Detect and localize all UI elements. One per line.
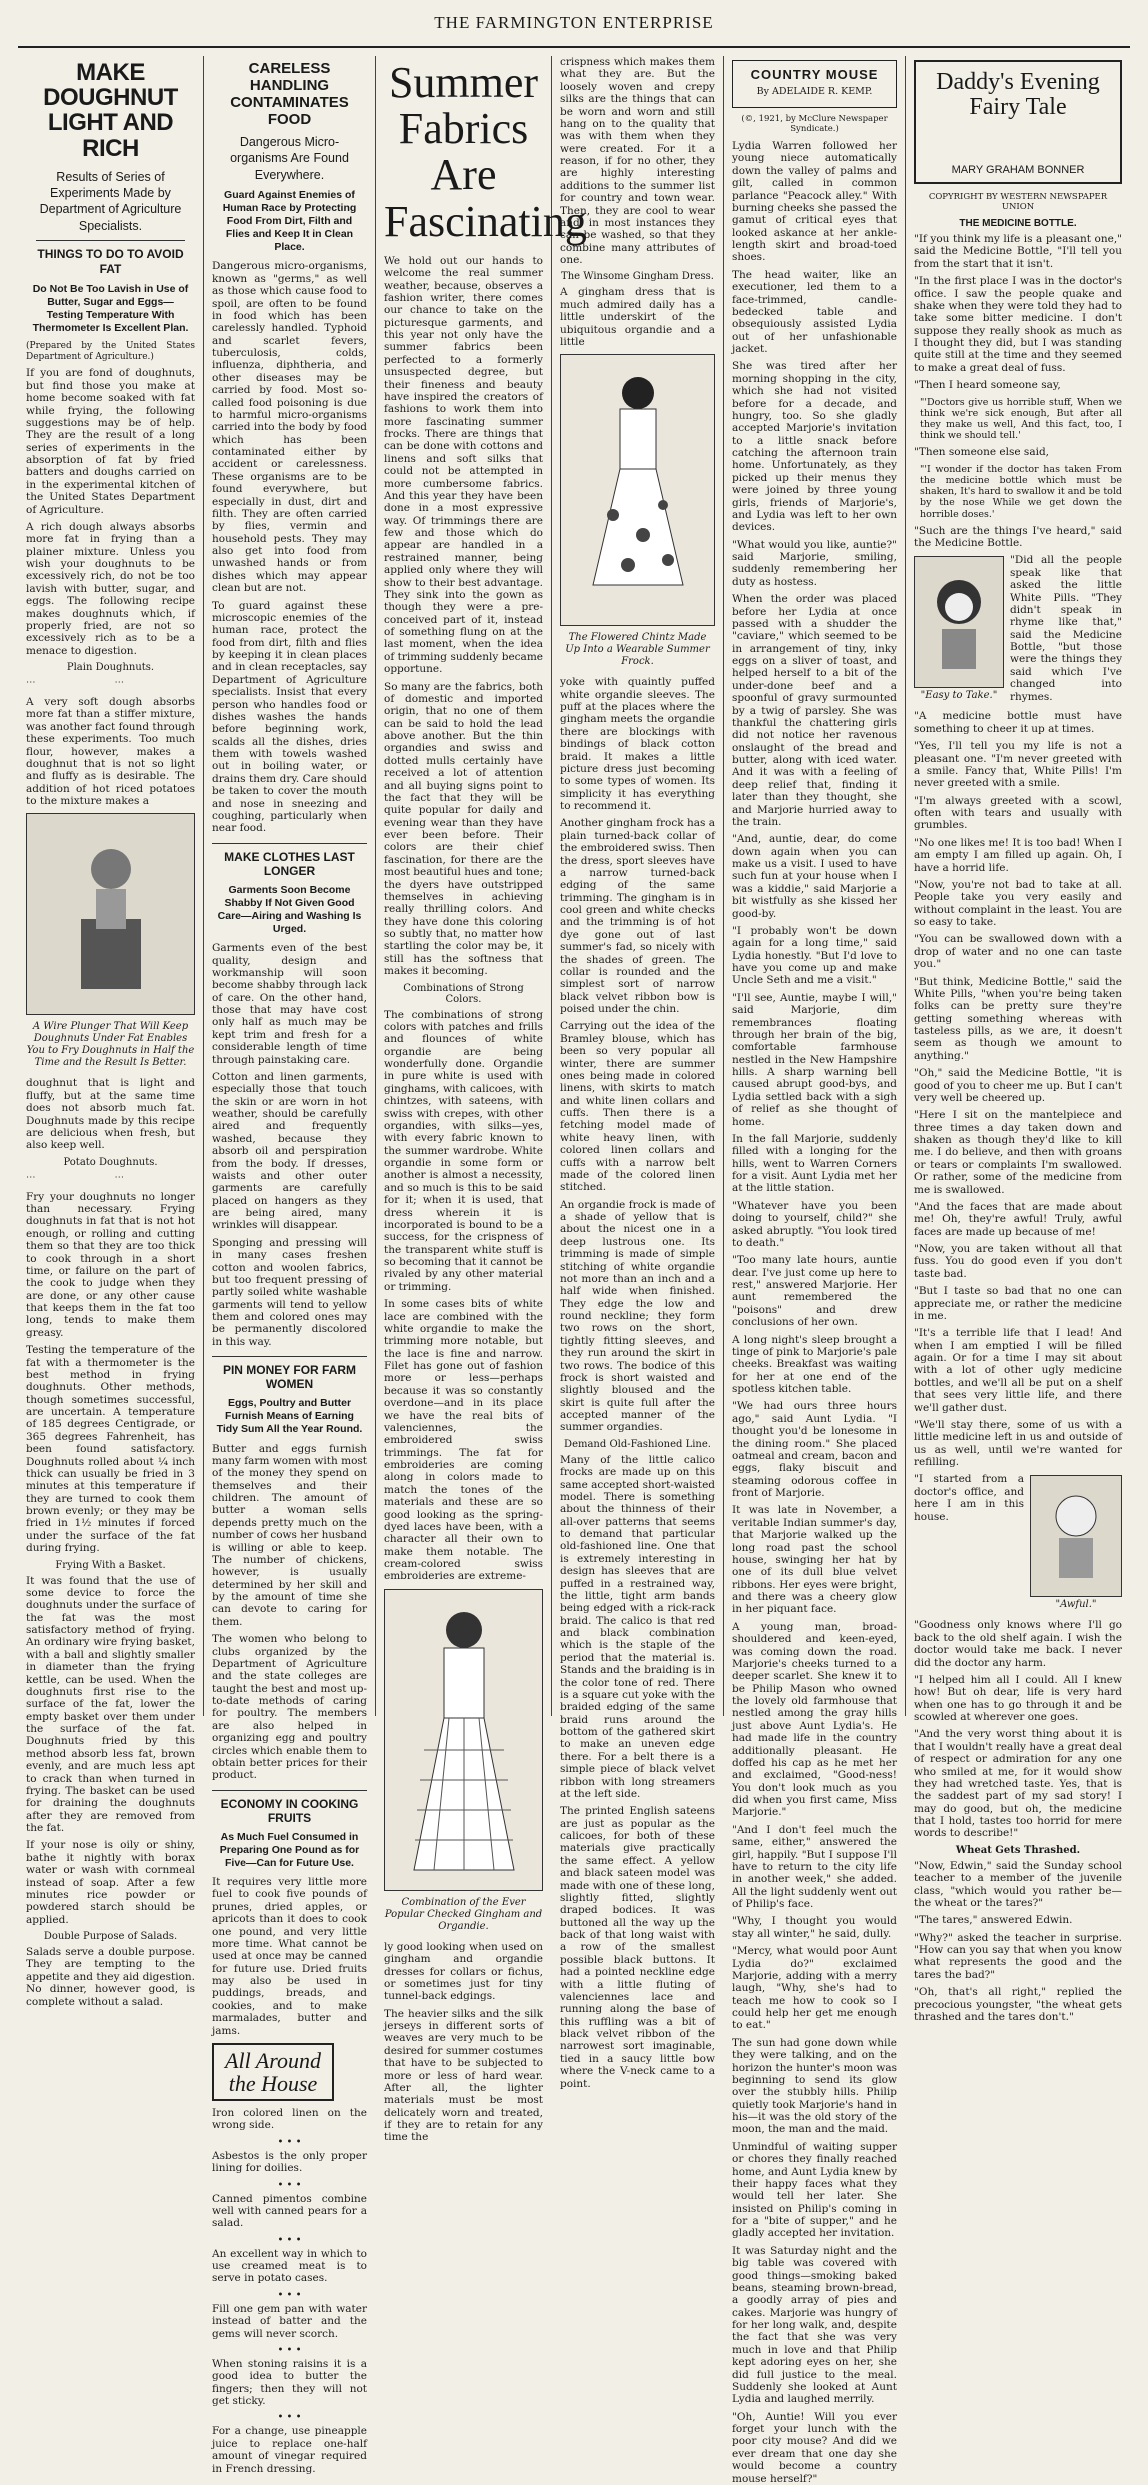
column-summer-fabrics bbox=[376, 56, 587, 2144]
paragraph: crispness which makes them what they are. But the loosely woven and crepy silks are the things that can be worn and worn and still hang on to the quality that was with them when they were created. For it a reason, if for no other, they are highly interesting additions to the summer list for country and town wear. Then, they are cool to wear and, in most instances they can be washed, so that they combine many attributes of one. bbox=[560, 56, 715, 266]
paragraph: An organdie frock is made of a shade of yellow that is about the nicest one in a deep lustrous one. Its trimming is made of simple stitching of white organdie not more than an inch and a half wide when finished. They edge the low and round neckline; they form two rows on the short, tightly fitting sleeves, and they run around the skirt in two rows. The bodice of this frock is short waisted and slightly bloused and the skirt is quite full after the accepted manner of the summer organdies. bbox=[560, 1198, 715, 1434]
paragraph: "What would you like, auntie?" said Marjorie, smiling, suddenly remembering her duty as hostess. bbox=[732, 538, 897, 588]
paragraph: It requires very little more fuel to cook five pounds of prunes, dried apples, or apricots than it does to cook one pound, and very little more time. What cannot be used at once may be canned for future use. Dried fruits may also be used in puddings, breads, and cookies, and to make marmalades, butter and jams. bbox=[212, 1876, 367, 2037]
columns bbox=[18, 56, 1130, 2485]
paragraph: "I'm always greeted with a scowl, often with tears and usually with grumbles. bbox=[914, 794, 1122, 832]
paragraph: We hold out our hands to welcome the real summer weather, because, observes a fashion writer, there comes our chance to take on the picturesque garments, and this year not only have the summer fabrics been perfected to a formerly unsuspected degree, but their fineness and beauty have inspired the creators of fashions to work them into more fascinating summer frocks. There are things that can be done with cottons and linens and soft silks that could not be attempted in more cumbersome fabrics. And this year they have been done in a most expressive way. Of trimmings there are few and those which do appear are handled in a restrained manner, being applied only where they will show to their best advantage. They sink into the gown as though they were a pre-conceived part of it, instead of something flung on at the last moment, when the idea of trimming suddenly became opportune. bbox=[384, 254, 543, 676]
subsection-title: Demand Old-Fashioned Line. bbox=[564, 1438, 711, 1450]
paragraph: Sponging and pressing will in many cases freshen cotton and woolen fabrics, but too frequent pressing of partly soiled white washable garments will tend to yellow them and colored ones may be permanently discolored in this way. bbox=[212, 1236, 367, 1348]
paragraph: "Whatever have you been doing to yourself, child?" she asked abruptly. "You look tired to death." bbox=[732, 1199, 897, 1249]
photo-wire-plunger bbox=[26, 813, 195, 1015]
divider bbox=[36, 240, 185, 241]
paragraph: It was late in November, a veritable Indian summer's day, that Marjorie walked up the long road past the school house, swinging her hat by one of its dull blue velvet ribbons. Her eyes were bright, and there was a cheery glow in her piquant face. bbox=[732, 1504, 897, 1616]
column-country-mouse bbox=[724, 56, 906, 2485]
headline-clothes: MAKE CLOTHES LAST LONGER bbox=[212, 843, 367, 878]
paragraph: The combinations of strong colors with patches and frills and flounces of white organdie are being wonderfully done. Organdie in pure white is used with ginghams, with calicoes, with chintzes, with sateens, with swiss with crepes, with other organdies, with silks—yes, with every fabric known to the summer wardrobe. White organdie in some form or another is almost a necessity, and so much is this to be said for it; when it is used, that dress wherein it is incorporated is bound to be a success, for the crispness of the transparent white stuff is so becoming that it cannot be rivaled by any other material or trimming. bbox=[384, 1008, 543, 1293]
subsection-title: Wheat Gets Thrashed. bbox=[955, 1844, 1081, 1856]
paragraph: "Too many late hours, auntie dear. I've just come up here to rest," answered Marjorie. Her aunt remembered the "poisons" and drew conclusions of her own. bbox=[732, 1254, 897, 1329]
paragraph: It was Saturday night and the big table was covered with good things—smoking baked beans, steaming brown-bread, a goodly array of pies and cakes. Marjorie was hungry of for her long walk, and, despite the fact that she was very much in love and that Philip kept adoring eyes on her, she did full justice to the meal. Suddenly she looked at Aunt Lydia and laughed merrily. bbox=[732, 2244, 897, 2406]
paragraph: yoke with quaintly puffed white organdie sleeves. The puff at the places where the gingham meets the organdie there are blockings with bindings of black cotton braid. It makes a little picture dress just becoming to some types of women. Its simplicity it has everything to recommend it. bbox=[560, 676, 715, 812]
separator-dots: • • • bbox=[277, 2344, 302, 2356]
caption-awful: "Awful." bbox=[1055, 1599, 1097, 1611]
paragraph: "Why, I thought you would stay all winter," he said, dully. bbox=[732, 1915, 897, 1940]
paragraph: Garments even of the best quality, design and workmanship will soon become shabby through lack of care. On the other hand, those that may have cost only half as much may be kept trim and fresh for a considerable length of time through painstaking care. bbox=[212, 942, 367, 1066]
paragraph: The heavier silks and the silk jerseys in different sorts of weaves are very much to be desired for summer costumes that have to be subjected to more or less of hard wear. After all, the lighter materials must be most delicately worn and treated, if they are to retain for any time the bbox=[384, 2007, 543, 2144]
paragraph: "And the faces that are made about me! Oh, they're awful! Truly, awful faces are made up because of me! bbox=[914, 1200, 1122, 1238]
paragraph: The women who belong to clubs organized by the Department of Agriculture and the state colleges are taught the best and most up-to-date methods of caring for poultry. The members are also helped in organizing egg and poultry circles which enable them to obtain better prices for their product. bbox=[212, 1633, 367, 1782]
paragraph: "Then someone else said, bbox=[914, 446, 1050, 459]
deck-doughnut: Results of Series of Experiments Made by Department of Agriculture Specialists. bbox=[39, 169, 182, 233]
illustration-block bbox=[914, 554, 1004, 710]
paragraph: The head waiter, like an executioner, led them to a face-trimmed, candle-bedecked table and obsequiously assisted Lydia out of her unfashionable jacket. bbox=[732, 268, 897, 355]
paragraph: doughnut that is light and fluffy, but at the same time does not absorb much fat. Doughnuts made by this recipe are delicious when fresh, but also keep well. bbox=[26, 1077, 195, 1152]
tip: Asbestos is the only proper lining for doilies. bbox=[212, 2149, 367, 2175]
recipe-list: ⋯ ⋯ bbox=[26, 1171, 124, 1183]
fairy-tale-banner bbox=[914, 60, 1122, 184]
paragraph: "I started from a doctor's office, and here I am in this house. bbox=[914, 1473, 1024, 1523]
paragraph: "We'll stay there, some of us with a little medicine left in us and outside of us as well, until we're wanted for refilling. bbox=[914, 1418, 1122, 1469]
column-fabrics-continued bbox=[552, 56, 724, 2090]
paragraph: ly good looking when used on gingham and organdie dresses for collars or fichus, or sometimes just for tiny tunnel-back edgings. bbox=[384, 1940, 543, 2003]
paragraph: "Yes, I'll tell you my life is not a pleasant one. "I'm never greeted with a smile. Fancy that, White Pills! I'm never greeted with a smile. bbox=[914, 740, 1122, 790]
all-around-the-house-logo: All Around the House bbox=[212, 2043, 334, 2101]
subhead-avoid-fat: THINGS TO DO TO AVOID FAT bbox=[37, 246, 184, 276]
paragraph: Another gingham frock has a plain turned-back collar of the embroidered swiss. Then the dress, sport sleeves have a narrow turned-back edging of the same trimming. The gingham is in cool green and white checks and the trimming is of hot dye gone out of last summer's fad, so nicely with the shades of green. The collar is rounded and the simplest sort of narrow black velvet ribbon bow is poised under the chin. bbox=[560, 817, 715, 1015]
paragraph: "The tares," answered Edwin. bbox=[914, 1914, 1073, 1927]
illustration-gingham-dress bbox=[384, 1589, 543, 1891]
illustration-block bbox=[1030, 1473, 1122, 1619]
paragraph: She was tired after her morning shopping in the city, which she had not visited before for a decade, and hungry, too. So she gladly accepted Marjorie's invitation to a little snack before catching the afternoon train home. Unfortunately, as they picked up their menus they were joined by three young girls, friends of Marjorie's, and Lydia was left to her own devices. bbox=[732, 360, 897, 534]
subdeck-clothes: Garments Soon Become Shabby If Not Given Good Care—Airing and Washing Is Urged. bbox=[217, 883, 362, 935]
copyright-line: COPYRIGHT BY WESTERN NEWSPAPER UNION bbox=[928, 192, 1108, 212]
paragraph: "It's a terrible life that I lead! And when I am emptied I will be filled again. Or for a time I may sit about with a lot of other ugly medicine bottles, and we'll all be put on a shelf that sees very little life, and there we'll gather dust. bbox=[914, 1327, 1122, 1414]
subsection-title: The Winsome Gingham Dress. bbox=[561, 271, 714, 283]
headline-doughnut: MAKE DOUGHNUT LIGHT AND RICH bbox=[43, 59, 178, 162]
paragraph: When the order was placed before her Lydia at once passed with a shudder the "caviare," which seemed to be in arrangement of tiny, inky eggs on a sliver of toast, and helped herself to a bit of the under-done beef and a spoonful of gravy surmounted by a twig of parsley. She was thankful the chattering girls did not notice her ravenous onslaught of the bread and butter, along with iced water. And it was with a feeling of deep relief that, finding it later than they thought, she and Marjorie hurried away to the train. bbox=[732, 593, 897, 828]
tip: When stoning raisins it is a good idea to butter the fingers; then they will not get sticky. bbox=[212, 2357, 367, 2408]
illustration-awful bbox=[1030, 1475, 1122, 1597]
subdeck-economy: As Much Fuel Consumed in Preparing One Pound as for Five—Can for Future Use. bbox=[219, 1830, 360, 1869]
subsection-title: Frying With a Basket. bbox=[55, 1559, 166, 1571]
separator-dots: • • • bbox=[277, 2136, 302, 2148]
paragraph: Lydia Warren followed her young niece automatically down the valley of palms and gilt, called in common parlance "Peacock alley." With burning cheeks she passed the gamut of critical eyes that looked askance at her ankle-length skirt and broad-toed shoes. bbox=[732, 140, 897, 264]
caption-gingham: Combination of the Ever Popular Checked Gingham and Organdie. bbox=[384, 1896, 543, 1932]
paragraph: In some cases bits of white lace are combined with the white organdie to make the trimming more notable, but the lace is fine and narrow. Filet has gone out of fashion more or less—perhaps because it was so constantly overdone—and in its place we have the real bits of valenciennes, the embroidered swiss trimmings. The fat for embroideries are coming along in colors made to match the tones of the materials and these are so good looking as the spring-dyed laces have been, with a character all their own to make them notable. The cream-colored swiss embroideries are extreme- bbox=[384, 1298, 543, 1583]
recipe-list: ⋯ ⋯ bbox=[26, 677, 124, 689]
column-fairy-tale bbox=[906, 56, 1130, 2023]
copyright-line: (©, 1921, by McClure Newspaper Syndicate.) bbox=[741, 114, 888, 134]
illustration-row bbox=[914, 1473, 1122, 1619]
paragraph: Salads serve a double purpose. They are tempting to the appetite and they aid digestion. No dinner, however good, is complete without a salad. bbox=[26, 1946, 195, 2008]
tip: For a change, use pineapple juice to replace one-half amount of vinegar required in French dressing. bbox=[212, 2425, 367, 2475]
story-title-box bbox=[732, 60, 897, 108]
separator-dots: • • • bbox=[277, 2179, 302, 2191]
paragraph: Cotton and linen garments, especially those that touch the skin or are worn in hot weather, should be carefully aired and frequently washed, because they absorb oil and perspiration from the body. If dresses, waists and other outer garments are carefully placed on hangers as they are being aired, many wrinkles will disappear. bbox=[212, 1070, 367, 1232]
paragraph: "Now, you are taken without all that fuss. You do good even if you don't taste bad. bbox=[914, 1243, 1122, 1280]
paragraph: "Such are the things I've heard," said the Medicine Bottle. bbox=[914, 524, 1122, 550]
credit-line: (Prepared by the United States Department of Agriculture.) bbox=[26, 341, 195, 362]
tip: Iron colored linen on the wrong side. bbox=[212, 2107, 367, 2132]
column-doughnut bbox=[18, 56, 204, 2008]
paragraph: If your nose is oily or shiny, bathe it nightly with borax water or wash with cornmeal instead of soap. After a few minutes rice powder or powdered starch should be applied. bbox=[26, 1839, 195, 1926]
verse: "'I wonder if the doctor has taken From the medicine bottle which must be shaken, It's hard to swallow it and be told by the nose While we get down the horrible doses.' bbox=[920, 463, 1123, 520]
recipe-title: Potato Doughnuts. bbox=[63, 1156, 158, 1168]
recipe-title: Plain Doughnuts. bbox=[66, 662, 155, 674]
tip: Fill one gem pan with water instead of batter and the gems will never scorch. bbox=[212, 2302, 367, 2340]
paragraph: In the fall Marjorie, suddenly filled with a longing for the hills, went to Warren Corners for a visit. Aunt Lydia met her at the little station. bbox=[732, 1132, 897, 1195]
banner-author: MARY GRAHAM BONNER bbox=[951, 164, 1085, 176]
headline-careless: CARELESS HANDLING CONTAMINATES FOOD bbox=[230, 60, 349, 128]
banner-title: Daddy's Evening Fairy Tale bbox=[936, 69, 1100, 121]
illustration-row bbox=[914, 554, 1122, 710]
caption-easy-to-take: "Easy to Take." bbox=[920, 690, 998, 702]
paragraph: "No one likes me! It is too bad! When I am empty I am filled up again. Oh, I have a horrid life. bbox=[914, 836, 1122, 874]
paragraph: "You can be swallowed down with a drop of water and no one can taste you." bbox=[914, 933, 1122, 971]
paragraph: So many are the fabrics, both of domestic and imported origin, that no one of them can be said to hold the lead above another. But the thin organdies and swiss and dotted mulls certainly have received a lot of attention and all buying signs point to the fact that they will be quite popular for daily and evening wear than they have ever been before. Their colors are their chief fascination, for there are the most beautiful hues and tone; the dyers have outstripped themselves in achieving really thrilling colors. And they have done this coloring so subtly that, no matter how startling the color may be, it still has the softness that makes it becoming. bbox=[384, 680, 543, 978]
paragraph: A gingham dress that is much admired daily has a little underskirt of the ubiquitous organdie and a little bbox=[560, 286, 715, 348]
paragraph: "Here I sit on the mantelpiece and three times a day taken down and shaken as though they'd like to kill me. I do believe, and then with groans or tears or complaints I'm swallowed. Or rather, some of the medicine from me is swallowed. bbox=[914, 1109, 1122, 1196]
paragraph: "Mercy, what would poor Aunt Lydia do?" exclaimed Marjorie, adding with a merry laugh, "Why, she's had to teach me how to cook so I could help her get me enough to eat." bbox=[732, 1945, 897, 2032]
paragraph: "And, auntie, dear, do come down again when you can make us a visit. I used to have such fun at your house when I was a kiddie," said Marjorie a bit wistfully as she kissed her good-by. bbox=[732, 833, 897, 920]
paragraph: "Then I heard someone say, bbox=[914, 379, 1061, 392]
paragraph: "Now, you're not bad to take at all. People take you very easily and without complaint in the least. You are so easy to take. bbox=[914, 878, 1122, 929]
headline-pin-money: PIN MONEY FOR FARM WOMEN bbox=[212, 1356, 367, 1391]
byline: By ADELAIDE R. KEMP. bbox=[756, 86, 873, 97]
story-title: COUNTRY MOUSE bbox=[750, 67, 879, 82]
headline-economy: ECONOMY IN COOKING FRUITS bbox=[212, 1790, 367, 1825]
illustration-chintz-frock bbox=[560, 354, 715, 626]
paragraph: "In the first place I was in the doctor's office. I saw the people quake and shake when they were told they had to take some bitter medicine. I don't suppose they really shook as much as I thought they did, but I was standing quite still at the time and they seemed to make a great deal of fuss. bbox=[914, 275, 1122, 374]
caption-plunger: A Wire Plunger That Will Keep Doughnuts Under Fat Enables You to Fry Doughnuts in Half the Time and the Result Is Better. bbox=[26, 1021, 195, 1069]
paragraph: Carrying out the idea of the Bramley blouse, which has been so very popular all winter, there are summer ones being made in colored linens, with skirts to match and white linen collars and cuffs. Then there is a fetching model made of white heavy linen, with colored linen collars and cuffs with a narrow belt made of the colored linen stitched. bbox=[560, 1020, 715, 1194]
paragraph: "Oh, Auntie! Will you ever forget your lunch with the poor city mouse? And did we ever dream that one day she would become a country mouse herself?" bbox=[732, 2410, 897, 2485]
subsection-title: Double Purpose of Salads. bbox=[43, 1931, 178, 1943]
paragraph: "A medicine bottle must have something to cheer it up at times. bbox=[914, 710, 1122, 735]
paragraph: If you are fond of doughnuts, but find those you make at home become soaked with fat while frying, the following suggestions may be of help. They are the result of a long series of experiments in the absorption of fat by fried batters and doughs carried on in the experimental kitchen of the United States Department of Agriculture. bbox=[26, 367, 195, 516]
paragraph: "But think, Medicine Bottle," said the White Pills, "when you're being taken folks can be pretty sure they're getting something whereas with tasteless pills, as we are, it doesn't seem as though we amount to anything." bbox=[914, 975, 1122, 1062]
paragraph: A long night's sleep brought a tinge of pink to Marjorie's pale cheeks. Breakfast was waiting for her at one end of the spotless kitchen table. bbox=[732, 1333, 897, 1395]
paragraph: The printed English sateens are just as popular as the calicoes, for both of these materials give practically the same effect. A yellow and black sateen model was made with one of these long, slightly fitted, slightly draped bodices. It was buttoned all the way up the back of that long waist with a row of the smallest possible black buttons. It had a pointed neckline edge with a little fluting of valenciennes lace and running along the base of this ruffling was a bit of black velvet ribbon of the narrowest sort imaginable, tied in a saucy little bow where the V-neck came to a point. bbox=[560, 1805, 715, 2090]
paragraph: "And I don't feel much the same, either," answered the girl, happily. "But I suppose I'll have to return to the city life in another week," she added. All the light suddenly went out of Philip's face. bbox=[732, 1823, 897, 1910]
paragraph: The sun had gone down while they were talking, and on the horizon the hunter's moon was beginning to send its glow over the stubbly hills. Philip quietly took Marjorie's hand in his—it was the old story of the moon, the man and the maid. bbox=[732, 2036, 897, 2136]
masthead: THE FARMINGTON ENTERPRISE bbox=[18, 0, 1130, 48]
paragraph: "And the very worst thing about it is that I wouldn't really have a great deal of respect or admiration for any one who smiled at me, for it would show they had wretched taste. Yes, that is the saddest part of my sad story! I may do good, but oh, the medicine that I hold, tastes too horrid for mere words to describe!" bbox=[914, 1728, 1122, 1840]
tip: Canned pimentos combine well with canned pears for a salad. bbox=[212, 2192, 367, 2230]
paragraph: "I helped him all I could. All I knew how! But oh dear, life is very hard when one has to go through it and be scowled at wherever one goes. bbox=[914, 1673, 1122, 1724]
paragraph: "I'll see, Auntie, maybe I will," said Marjorie, dim remembrances floating through her brain of the big, comfortable farmhouse nestled in the New Hampshire hills. A sharp warning bell caused abrupt good-bys, and Lydia settled back with a sigh of relief as she thought of home. bbox=[732, 991, 897, 1128]
paragraph: It was found that the use of some device to force the doughnuts under the surface of the fat was the most satisfactory method of frying. An ordinary wire frying basket, with a ball and slightly smaller in diameter than the frying kettle, can be used. When the doughnuts first rise to the surface of the fat, lower the empty basket over them under the surface of the fat. Doughnuts fried by this method absorb less fat, brown evenly, and are much less apt to crack than when turned in frying. The basket can be used for draining the doughnuts after they are removed from the fat. bbox=[26, 1574, 195, 1835]
paragraph: Many of the little calico frocks are made up on this same accepted short-waisted model. There is something about the thinness of their all-over patterns that seems to demand that particular old-fashioned line. One that is extremely interesting in design has sleeves that are puffed in a restrained way, the little, tight arm bands being edged with a rick-rack braid. The calico is that red and black combination which is the staple of the period that the material is. Stands and the braiding is in the color tone of red. There is a square cut yoke with the braided edging of the same braid runs around the bottom of the gathered skirt to make an uneven edge there. For a belt there is a simple piece of black velvet ribbon with long streamers at the left side. bbox=[560, 1453, 716, 1800]
paragraph: "Why?" asked the teacher in surprise. "How can you say that when you know what represents the good and the tares the bad?" bbox=[914, 1931, 1122, 1981]
column-food bbox=[204, 56, 376, 2475]
paragraph: Dangerous micro-organisms, known as "germs," as well as those which cause food to spoil, are often to be found in food which has been carelessly handled. Typhoid and scarlet fevers, tuberculosis, colds, influenza, diphtheria, and other diseases may be carried by food. Most so-called food poisoning is due to harmful micro-organisms carried into the body by food which has been contaminated either by accident or carelessness. These organisms are to be found everywhere, but especially in dust, dirt and filth. They are often carried by flies, vermin and household pests. They may also get into food from unwashed hands or from dishes which may appear clean but are not. bbox=[212, 260, 367, 595]
paragraph: "But I taste so bad that no one can appreciate me, or rather the medicine in me. bbox=[914, 1285, 1122, 1322]
verse: "'Doctors give us horrible stuff, When we think we're sick enough, But after all they make us well, And this fact, too, I think we should tell.' bbox=[920, 396, 1122, 442]
deck-careless: Dangerous Micro-organisms Are Found Everywhere. bbox=[230, 135, 349, 182]
headline-summer-fabrics: Summer Fabrics Are Fascinating bbox=[384, 58, 587, 246]
paragraph: To guard against these microscopic enemies of the human race, protect the food from dirt, filth and flies by keeping it in clean places and in clean receptacles, say Department of Agriculture specialists. Insist that every person who handles food or dishes washes the hands before beginning work, scalds all the dishes, dries them with towels washed out in boiling water, or drains them dry. Care should be taken to cover the mouth and nose in sneezing and coughing, particularly when near food. bbox=[212, 599, 367, 835]
paragraph: "If you think my life is a pleasant one," said the Medicine Bottle, "I'll tell you from the start that it isn't. bbox=[914, 233, 1122, 270]
subdeck-careless: Guard Against Enemies of Human Race by Protecting Food From Dirt, Filth and Flies and Keep It in Clean Place. bbox=[222, 188, 357, 254]
story-title: THE MEDICINE BOTTLE. bbox=[959, 218, 1077, 229]
subsection-title: Combinations of Strong Colors. bbox=[403, 982, 524, 1005]
illustration-easy-to-take bbox=[914, 556, 1004, 688]
separator-dots: • • • bbox=[277, 2289, 302, 2301]
paragraph: A very soft dough absorbs more fat than a stiffer mixture, was another fact found through these experiments. Too much flour, however, makes a doughnut that is not so light and fluffy as is desirable. The addition of hot riced potatoes to the mixture makes a bbox=[26, 696, 195, 808]
paragraph: A young man, broad-shouldered and keen-eyed, was coming down the road. Marjorie's cheeks turned to a deeper scarlet. She knew it to be Philip Mason who owned the lovely old farmhouse that nestled among the gray hills just above Aunt Lydia's. He had made life in the country additionally pleasant. He doffed his cap as he met her and exclaimed, "Good-ness! You don't look much as you did when you first came, Miss Marjorie." bbox=[732, 1620, 897, 1819]
tip: An excellent way in which to use creamed meat is to serve in potato cases. bbox=[212, 2247, 367, 2285]
paragraph: "We had ours three hours ago," said Aunt Lydia. "I thought you'd be lonesome in the dining room." She placed oatmeal and cream, bacon and eggs, flaky biscuit and steaming odorous coffee in front of Marjorie. bbox=[732, 1400, 897, 1499]
caption-chintz: The Flowered Chintz Made Up Into a Wearable Summer Frock. bbox=[565, 632, 710, 668]
paragraph: "Goodness only knows where I'll go back to the old shelf again. I wish the doctor would take me back. I never did the doctor any harm. bbox=[914, 1619, 1122, 1669]
paragraph: Butter and eggs furnish many farm women with most of the money they spend on themselves and their children. The amount of butter a woman sells depends pretty much on the number of cows her husband is willing or able to keep. The number of chickens, however, is usually determined by her skill and by the amount of time she can devote to caring for them. bbox=[212, 1442, 367, 1628]
separator-dots: • • • bbox=[277, 2412, 302, 2424]
paragraph: Testing the temperature of the fat with a thermometer is the best method in frying doughnuts. Other methods, though sometimes successful, are uncertain. A temperature of 185 degrees Centigrade, or 365 degrees Fahrenheit, has been found satisfactory. Doughnuts rolled about ¼ inch thick can usually be fried in 3 minutes at this temperature if they are turned to cook them brown evenly; or they may be fried in 1½ minutes if forced under the surface of the fat during frying. bbox=[26, 1344, 195, 1555]
paragraph: "Did all the people speak like that asked the little White Pills. "They didn't speak in rhyme like that," said the Medicine Bottle, "but those were the things they said which I've changed into rhymes. bbox=[1010, 554, 1122, 703]
subdeck-pin-money: Eggs, Poultry and Butter Furnish Means of Earning Tidy Sum All the Year Round. bbox=[216, 1397, 363, 1436]
paragraph: "Oh," said the Medicine Bottle, "it is good of you to cheer me up. But I can't very well be cheered up. bbox=[914, 1067, 1122, 1104]
subdeck-doughnut: Do Not Be Too Lavish in Use of Butter, Sugar and Eggs—Testing Temperature With Thermometer Is Excellent Plan. bbox=[32, 282, 189, 335]
paragraph: Fry your doughnuts no longer than necessary. Frying doughnuts in fat that is not hot enough, or rolling and cutting them so that they are too thick to cook through in a short time, or failure on the part of the cook to judge when they are done, or any other cause that keeps them in the fat too long, tends to make them greasy. bbox=[26, 1190, 195, 1339]
paragraph: Unmindful of waiting supper or chores they finally reached home, and Aunt Lydia knew by their happy faces what they would tell her later. She insisted on Philip's coming in for a "bite of supper," and he gladly accepted her invitation. bbox=[732, 2140, 897, 2240]
paragraph: "Oh, that's all right," replied the precocious youngster, "the wheat gets thrashed and the tares don't." bbox=[914, 1986, 1122, 2023]
paragraph: "Now, Edwin," said the Sunday school teacher to a member of the juvenile class, "which would you rather be—the wheat or the tares?" bbox=[914, 1859, 1122, 1909]
paragraph: A rich dough always absorbs more fat in frying than a plainer mixture. Unless you wish your doughnuts to be excessively rich, do not be too lavish with butter, sugar, and eggs. The following recipe makes doughnuts which, if properly fried, are not so excessively rich as to be a menace to digestion. bbox=[26, 520, 195, 657]
separator-dots: • • • bbox=[277, 2234, 302, 2246]
paragraph: "I probably won't be down again for a long time," said Lydia honestly. "But I'd love to have you come up and make Uncle Seth and me a visit." bbox=[732, 924, 897, 987]
